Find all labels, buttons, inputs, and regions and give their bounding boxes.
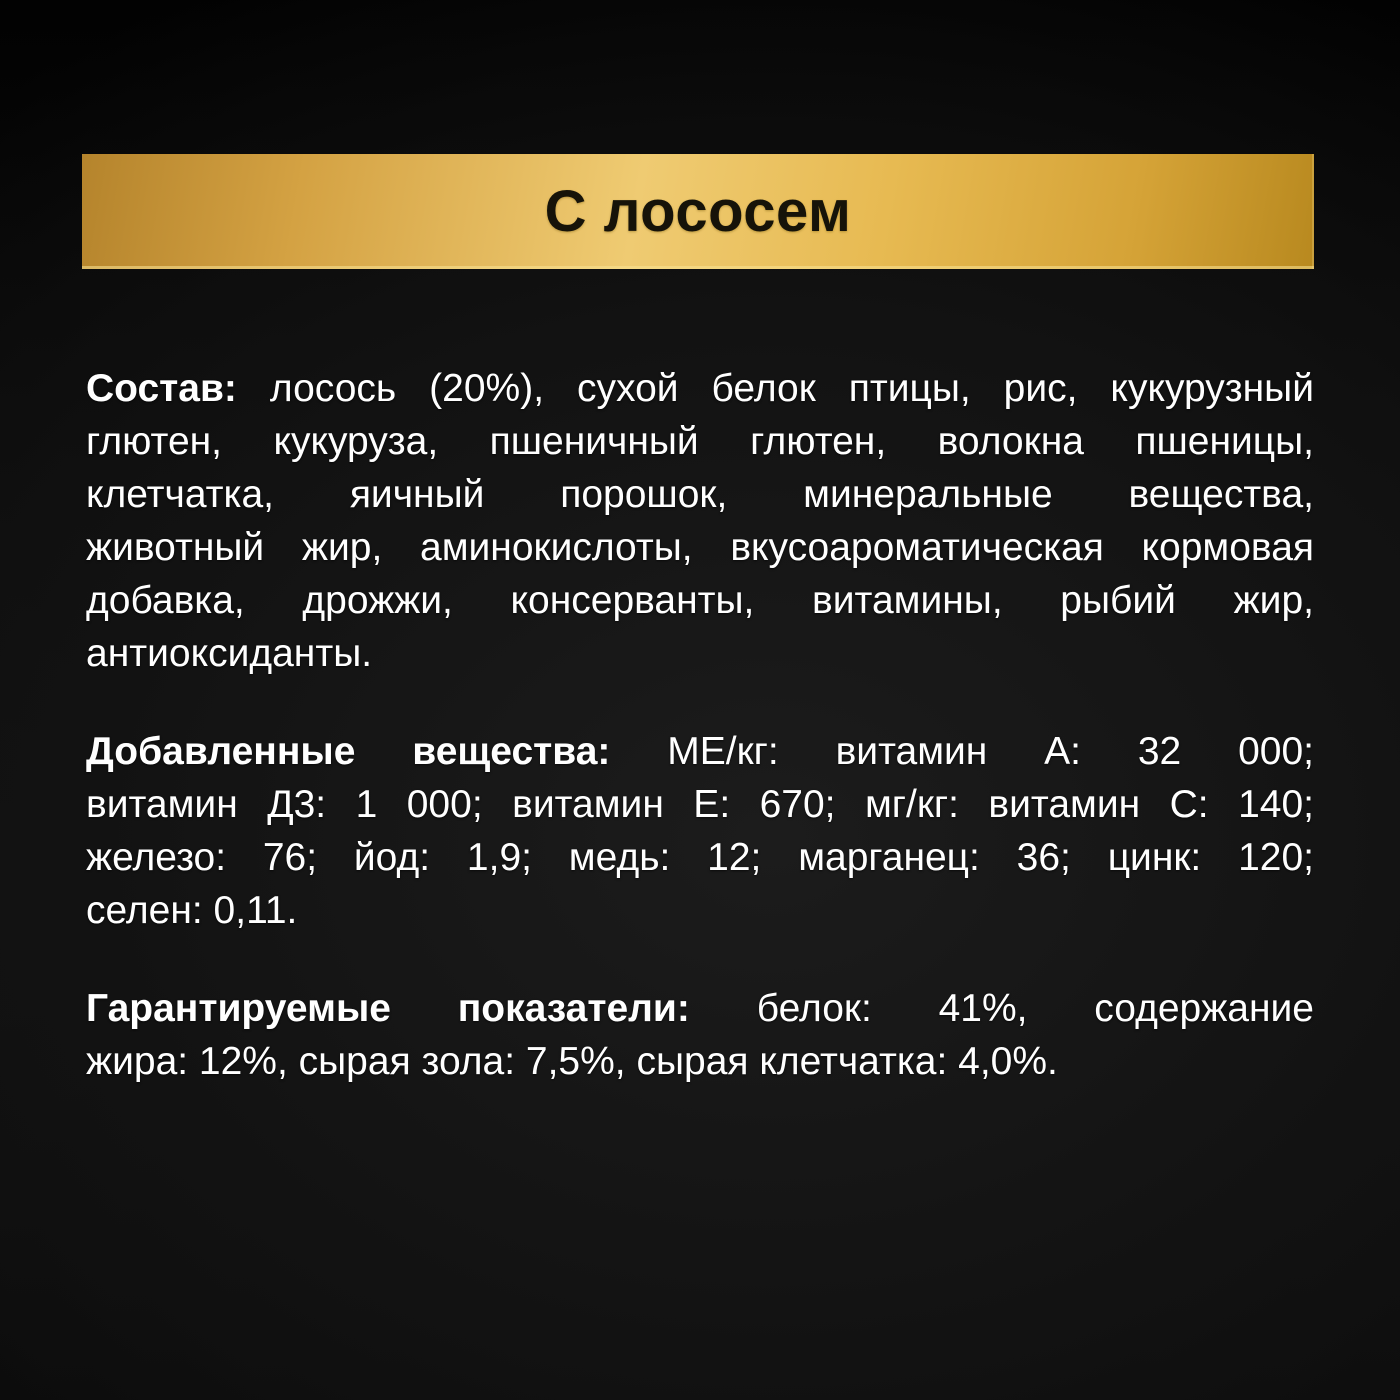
composition-text: лосось (20%), сухой белок птицы, рис, кукурузный <box>269 367 1314 410</box>
composition-label: Состав: <box>86 367 237 410</box>
guaranteed-analysis-label: Гарантируемые показатели: <box>86 987 690 1030</box>
added-substances-line: железо: 76; йод: 1,9; медь: 12; марганец: 36; цинк: 120; <box>86 836 1314 879</box>
guaranteed-analysis-line <box>86 982 1314 1035</box>
guaranteed-analysis-paragraph <box>86 982 1314 1088</box>
guaranteed-analysis-text: белок: 41%, содержание <box>756 987 1314 1030</box>
composition-line: животный жир, аминокислоты, вкусоароматическая кормовая <box>86 526 1314 569</box>
added-substances-text: МЕ/кг: витамин А: 32 000; <box>667 730 1315 773</box>
composition-line: глютен, кукуруза, пшеничный глютен, волокна пшеницы, <box>86 420 1314 463</box>
added-substances-paragraph <box>86 725 1314 937</box>
composition-paragraph <box>86 362 1314 680</box>
flavor-banner <box>82 154 1314 269</box>
composition-line: добавка, дрожжи, консерванты, витамины, рыбий жир, <box>86 579 1314 622</box>
guaranteed-analysis-line: жира: 12%, сырая зола: 7,5%, сырая клетчатка: 4,0%. <box>86 1040 1058 1083</box>
composition-line: антиоксиданты. <box>86 632 373 675</box>
added-substances-line: селен: 0,11. <box>86 889 298 932</box>
flavor-banner-title: С лососем <box>544 179 852 244</box>
composition-line <box>86 362 1314 415</box>
composition-line: клетчатка, яичный порошок, минеральные вещества, <box>86 473 1314 516</box>
added-substances-line <box>86 725 1314 778</box>
product-info-panel <box>86 362 1314 1088</box>
added-substances-label: Добавленные вещества: <box>86 730 611 773</box>
added-substances-line: витамин Д3: 1 000; витамин Е: 670; мг/кг: витамин С: 140; <box>86 783 1314 826</box>
